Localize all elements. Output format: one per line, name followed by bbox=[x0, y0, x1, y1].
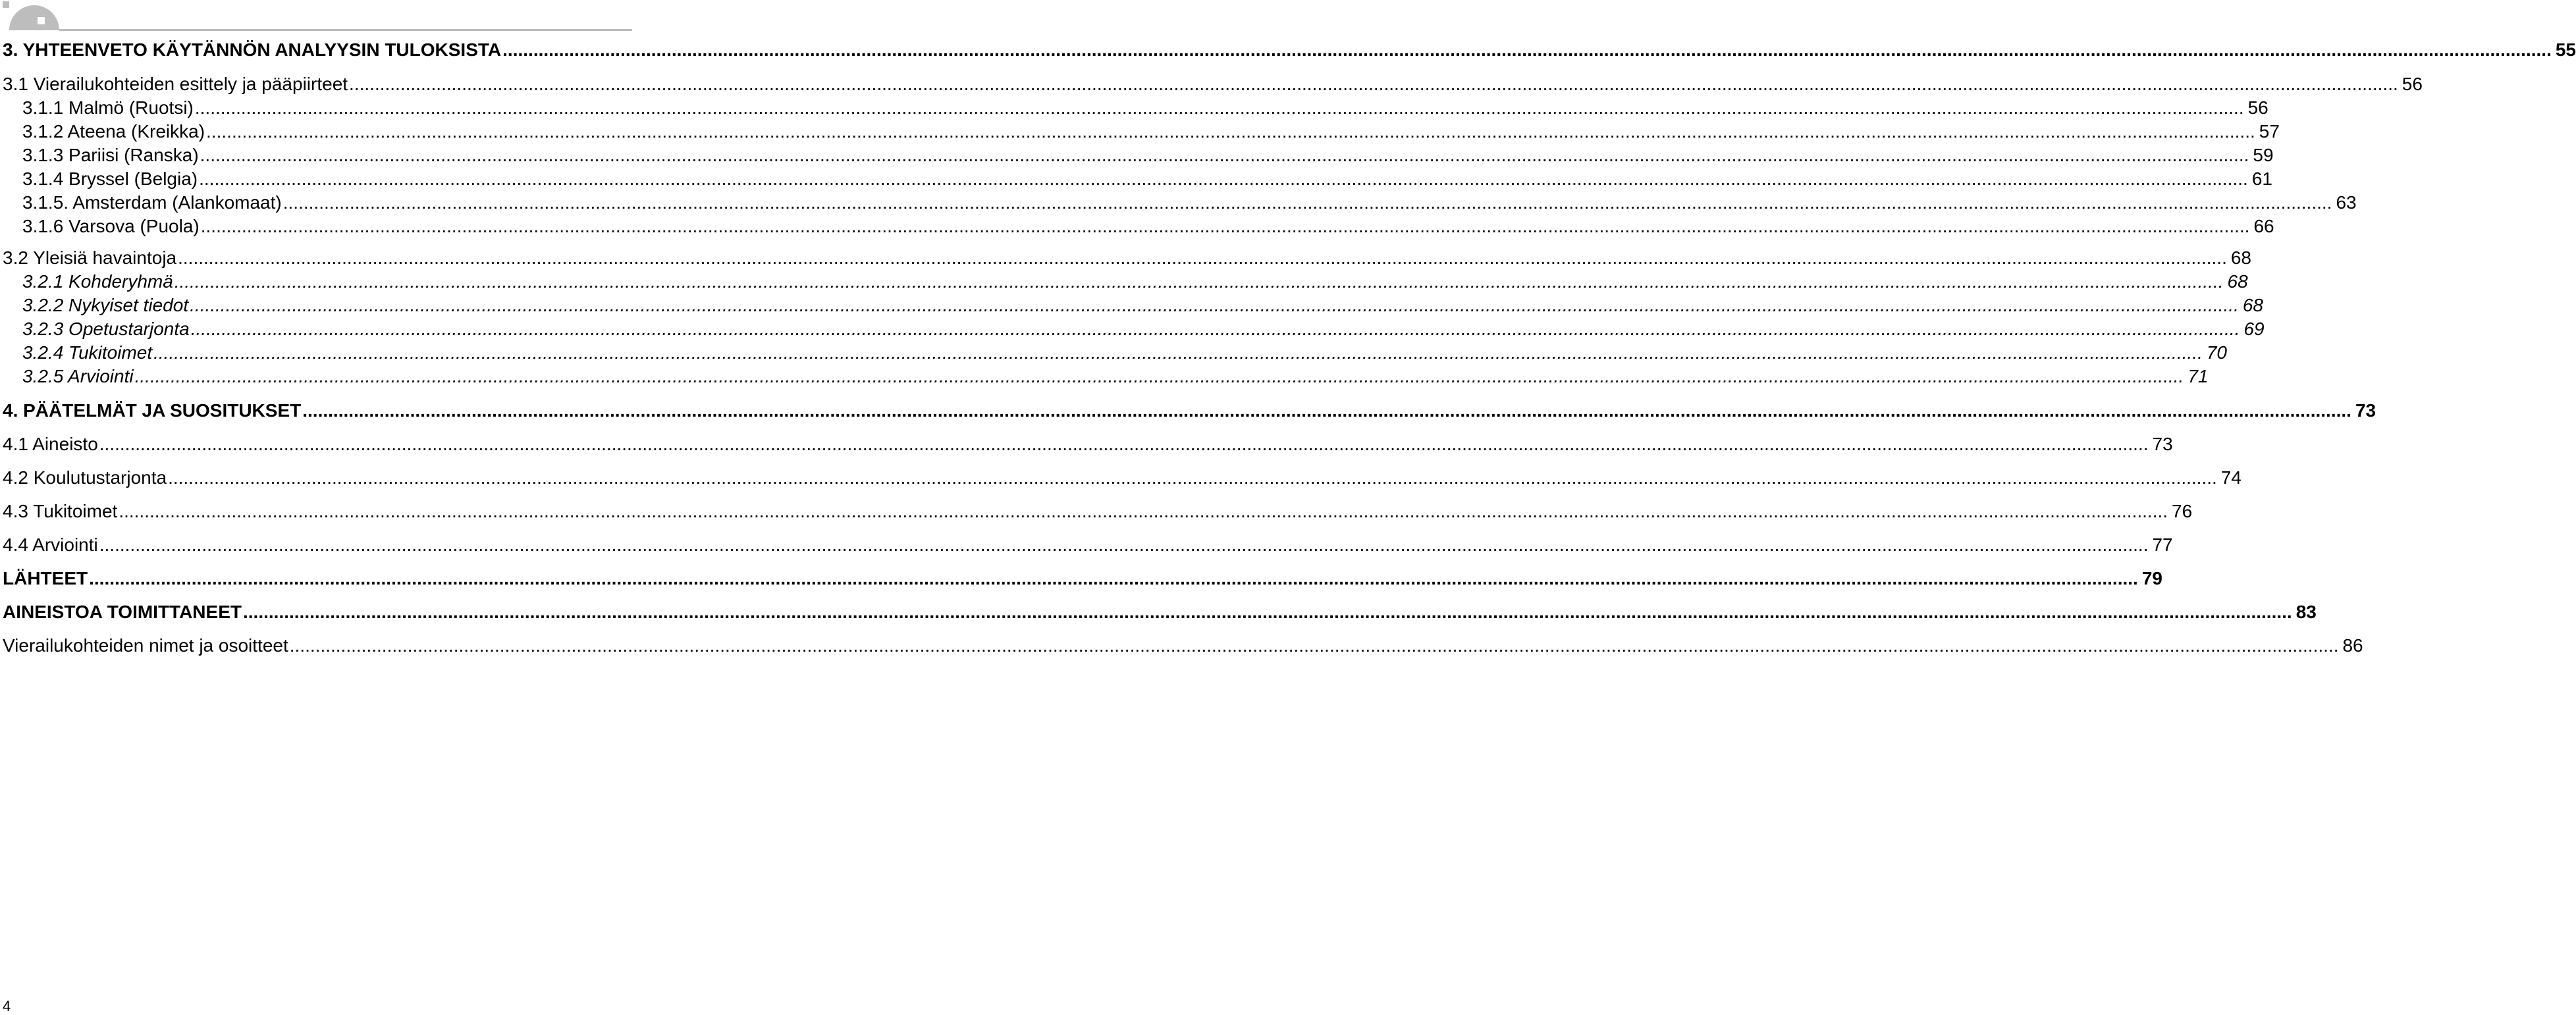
toc-entry-title: 3.2.4 Tukitoimet bbox=[22, 342, 153, 363]
toc-entry-title: 4.1 Aineisto bbox=[3, 434, 98, 454]
toc-entry-leader: ................................................................................................................................................................................................................................................................................................................................................................................................................ bbox=[134, 366, 2184, 386]
toc-entry bbox=[0, 400, 2376, 421]
toc-entry-leader: ................................................................................................................................................................................................................................................................................................................................................................................................................ bbox=[153, 342, 2203, 363]
toc-entry-title: 3.1.2 Ateena (Kreikka) bbox=[22, 121, 205, 142]
toc-entry bbox=[0, 342, 2227, 363]
toc-entry-title: 3.2.2 Nykyiset tiedot bbox=[22, 295, 189, 315]
toc-entry-page: 70 bbox=[2206, 342, 2227, 363]
toc-entry-title: 3.2.1 Kohderyhmä bbox=[22, 271, 173, 292]
toc-entry-page: 68 bbox=[2242, 295, 2263, 315]
toc-entry bbox=[0, 216, 2274, 237]
toc-entry bbox=[0, 319, 2265, 340]
toc-entry-page: 55 bbox=[2555, 39, 2576, 60]
toc-entry-leader: ................................................................................................................................................................................................................................................................................................................................................................................................................ bbox=[99, 434, 2149, 454]
toc-entry-title: 3.1.5. Amsterdam (Alankomaat) bbox=[22, 192, 282, 213]
toc-entry-title: 3.1.6 Varsova (Puola) bbox=[22, 216, 200, 236]
toc-entry-leader: ................................................................................................................................................................................................................................................................................................................................................................................................................ bbox=[289, 635, 2339, 656]
toc-entry bbox=[0, 602, 2317, 623]
toc-entry-leader: ................................................................................................................................................................................................................................................................................................................................................................................................................ bbox=[502, 39, 2552, 60]
toc-entry-title: AINEISTOA TOIMITTANEET bbox=[3, 602, 242, 622]
toc-entry bbox=[0, 39, 2576, 61]
toc-entry bbox=[0, 169, 2272, 190]
toc-entry-leader: ................................................................................................................................................................................................................................................................................................................................................................................................................ bbox=[349, 74, 2398, 94]
toc-entry-leader: ................................................................................................................................................................................................................................................................................................................................................................................................................ bbox=[174, 271, 2224, 292]
toc-entry bbox=[0, 568, 2162, 589]
toc-entry-page: 68 bbox=[2227, 271, 2248, 292]
toc-entry-page: 74 bbox=[2220, 467, 2241, 488]
toc-entry-page: 61 bbox=[2251, 169, 2272, 189]
toc-entry-page: 57 bbox=[2259, 121, 2280, 142]
toc-entry-title: 3.1.1 Malmö (Ruotsi) bbox=[22, 97, 194, 118]
toc-entry-page: 83 bbox=[2295, 602, 2317, 622]
page-number: 4 bbox=[3, 998, 11, 1014]
toc-entry-leader: ................................................................................................................................................................................................................................................................................................................................................................................................................ bbox=[200, 145, 2249, 165]
toc-entry-page: 71 bbox=[2187, 366, 2209, 386]
toc-entry-title: LÄHTEET bbox=[3, 568, 88, 588]
toc-entry bbox=[0, 635, 2363, 656]
toc-entry-page: 68 bbox=[2230, 247, 2251, 268]
toc-entry bbox=[0, 97, 2268, 118]
toc-entry-page: 79 bbox=[2141, 568, 2162, 588]
toc-entry bbox=[0, 145, 2274, 166]
toc-entry-leader: ................................................................................................................................................................................................................................................................................................................................................................................................................ bbox=[200, 216, 2250, 236]
toc-entry-leader: ................................................................................................................................................................................................................................................................................................................................................................................................................ bbox=[99, 534, 2149, 555]
toc-entry-page: 86 bbox=[2342, 635, 2363, 656]
toc-entry-leader: ................................................................................................................................................................................................................................................................................................................................................................................................................ bbox=[194, 97, 2244, 118]
toc-entry-title: 4. PÄÄTELMÄT JA SUOSITUKSET bbox=[3, 400, 302, 421]
toc-entry-page: 69 bbox=[2243, 319, 2265, 339]
toc-entry-page: 77 bbox=[2152, 534, 2173, 555]
toc-entry bbox=[0, 247, 2251, 269]
toc-entry-title: 3. YHTEENVETO KÄYTÄNNÖN ANALYYSIN TULOKSISTA bbox=[3, 39, 502, 60]
toc-entry bbox=[0, 534, 2173, 556]
toc-entry-title: 3.2.5 Arviointi bbox=[22, 366, 134, 386]
toc-entry-page: 56 bbox=[2247, 97, 2268, 118]
toc-entry-leader: ................................................................................................................................................................................................................................................................................................................................................................................................................ bbox=[282, 192, 2332, 213]
toc-entry-title: 3.1 Vierailukohteiden esittely ja pääpiirteet bbox=[3, 74, 348, 94]
toc-entry-title: 3.1.3 Pariisi (Ranska) bbox=[22, 145, 199, 165]
toc-entry-title: 4.4 Arviointi bbox=[3, 534, 98, 555]
toc-entry-leader: ................................................................................................................................................................................................................................................................................................................................................................................................................ bbox=[119, 501, 2168, 521]
toc-entry-leader: ................................................................................................................................................................................................................................................................................................................................................................................................................ bbox=[190, 295, 2239, 315]
toc-entry-leader: ................................................................................................................................................................................................................................................................................................................................................................................................................ bbox=[168, 467, 2217, 488]
toc-entry bbox=[0, 192, 2357, 213]
toc-entry-leader: ................................................................................................................................................................................................................................................................................................................................................................................................................ bbox=[302, 400, 2351, 421]
toc-entry-title: 4.2 Koulutustarjonta bbox=[3, 467, 167, 488]
toc-entry-leader: ................................................................................................................................................................................................................................................................................................................................................................................................................ bbox=[242, 602, 2292, 622]
toc-entry-leader: ................................................................................................................................................................................................................................................................................................................................................................................................................ bbox=[178, 247, 2227, 268]
toc-entry-leader: ................................................................................................................................................................................................................................................................................................................................................................................................................ bbox=[206, 121, 2255, 142]
toc-entry bbox=[0, 366, 2209, 387]
toc-entry-page: 59 bbox=[2253, 145, 2274, 165]
toc-entry-page: 73 bbox=[2152, 434, 2173, 454]
toc-entry bbox=[0, 434, 2173, 455]
toc-entry bbox=[0, 121, 2280, 142]
toc-entry-page: 63 bbox=[2336, 192, 2357, 213]
toc-entry bbox=[0, 467, 2241, 488]
toc-entry-page: 66 bbox=[2253, 216, 2274, 236]
toc-entry bbox=[0, 295, 2263, 316]
toc-entry-page: 73 bbox=[2355, 400, 2376, 421]
toc-entry-title: Vierailukohteiden nimet ja osoitteet bbox=[3, 635, 288, 656]
toc-entry bbox=[0, 271, 2248, 292]
toc-entry-title: 4.3 Tukitoimet bbox=[3, 501, 118, 521]
toc-entry bbox=[0, 74, 2423, 95]
toc-entry-page: 56 bbox=[2402, 74, 2423, 94]
toc-entry bbox=[0, 501, 2193, 522]
toc-entry-page: 76 bbox=[2172, 501, 2193, 521]
toc-entry-leader: ................................................................................................................................................................................................................................................................................................................................................................................................................ bbox=[89, 568, 2138, 588]
toc-entry-leader: ................................................................................................................................................................................................................................................................................................................................................................................................................ bbox=[190, 319, 2240, 339]
toc-entry-leader: ................................................................................................................................................................................................................................................................................................................................................................................................................ bbox=[199, 169, 2248, 189]
toc-entry-title: 3.2.3 Opetustarjonta bbox=[22, 319, 190, 339]
toc-entry-title: 3.1.4 Bryssel (Belgia) bbox=[22, 169, 198, 189]
toc-entry-title: 3.2 Yleisiä havaintoja bbox=[3, 247, 177, 268]
